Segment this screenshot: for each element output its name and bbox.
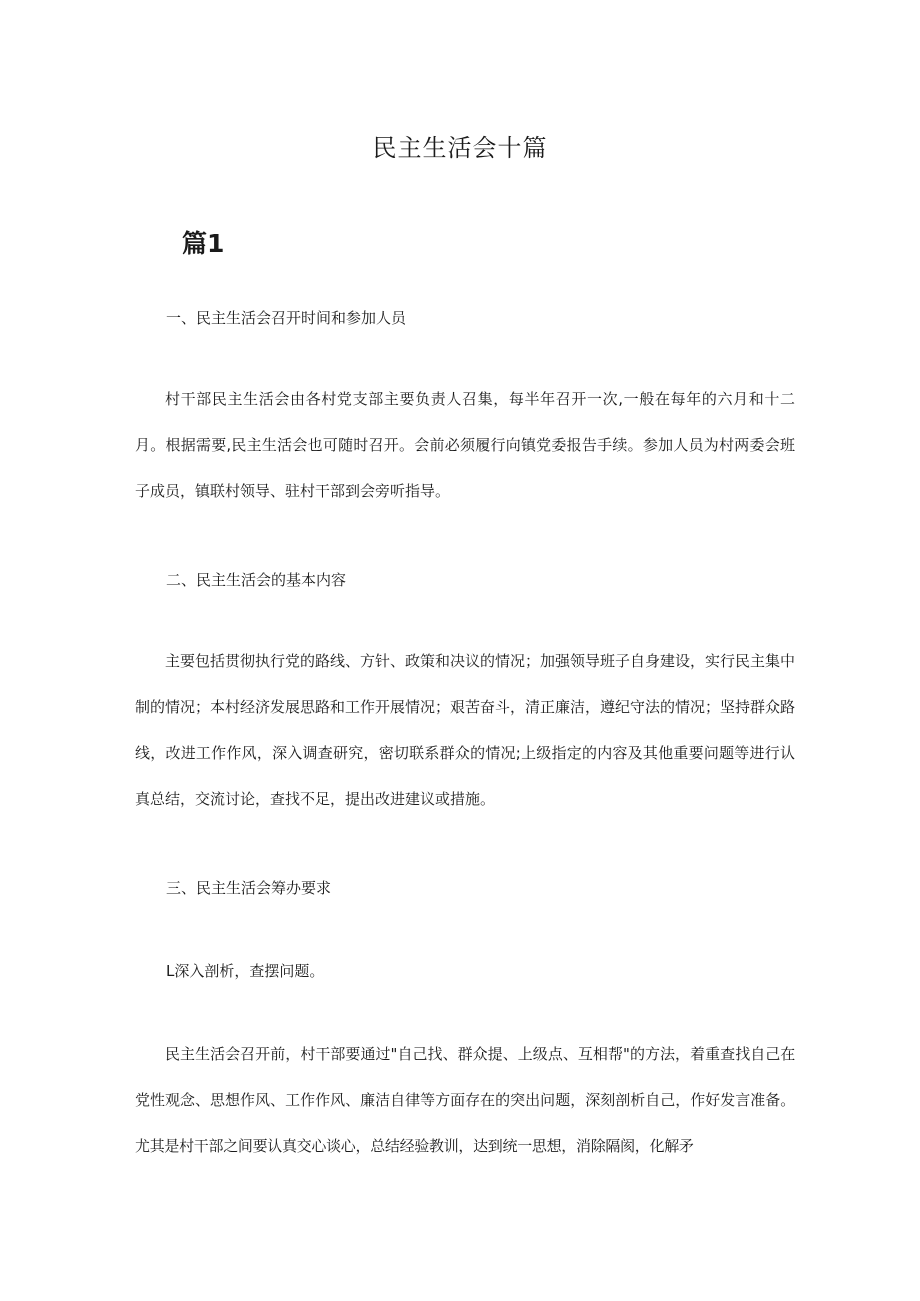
subsection-heading-1: 一、民主生活会召开时间和参加人员 <box>166 309 407 327</box>
paragraph-1: 村干部民主生活会由各村党支部主要负责人召集，每半年召开一次,一般在每年的六月和十二月。根据需要,民主生活会也可随时召开。会前必须履行向镇党委报告手续。参加人员为村两委会班子成员，镇联村领导、驻村干部到会旁听指导。 <box>135 390 795 500</box>
section-heading: 篇1 <box>182 229 225 258</box>
subsection-heading-3: 三、民主生活会筹办要求 <box>166 879 332 897</box>
list-item-1: L深入剖析，查摆问题。 <box>166 962 325 980</box>
subsection-heading-2: 二、民主生活会的基本内容 <box>166 571 347 589</box>
paragraph-3: 民主生活会召开前，村干部要通过"自己找、群众提、上级点、互相帮"的方法，着重查找自己在党性观念、思想作风、工作作风、廉洁自律等方面存在的突出问题，深刻剖析自己，作好发言准备。尤其是村干部之间要认真交心谈心，总结经验教训，达到统一思想，消除隔阂，化解矛 <box>135 1045 795 1155</box>
paragraph-2: 主要包括贯彻执行党的路线、方针、政策和决议的情况；加强领导班子自身建设，实行民主集中制的情况；本村经济发展思路和工作开展情况；艰苦奋斗，清正廉洁，遵纪守法的情况；坚持群众路线，改进工作作风，深入调查研究，密切联系群众的情况;上级指定的内容及其他重要问题等进行认真总结，交流讨论，查找不足，提出改进建议或措施。 <box>135 652 796 808</box>
document-title: 民主生活会十篇 <box>372 134 548 162</box>
